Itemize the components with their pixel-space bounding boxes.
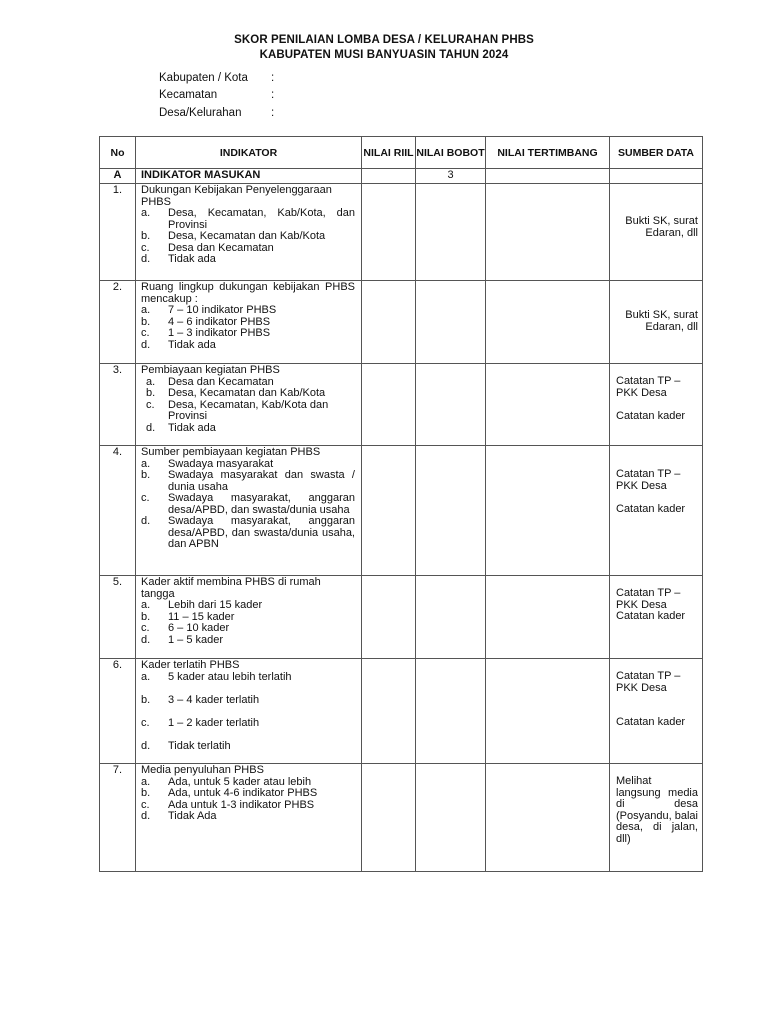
- document-subtitle: KABUPATEN MUSI BANYUASIN TAHUN 2024: [259, 49, 509, 61]
- option-text: Lebih dari 15 kader: [168, 599, 263, 611]
- option-text: Desa, Kecamatan, Kab/Kota, dan Provinsi: [168, 207, 355, 231]
- option-text: 1 – 2 kader terlatih: [168, 716, 260, 729]
- nilai-bobot-cell[interactable]: [416, 184, 486, 281]
- nilai-tertimbang-cell[interactable]: [486, 764, 610, 872]
- row-question: Kader aktif membina PHBS di rumah tangga: [141, 576, 321, 600]
- nilai-riil-cell[interactable]: [362, 446, 416, 576]
- option-letter: d.: [141, 338, 151, 351]
- section-riil-cell: [362, 169, 416, 184]
- option-letter: d.: [141, 515, 151, 527]
- option-text: Tidak ada: [168, 253, 216, 265]
- nilai-tertimbang-cell[interactable]: [486, 576, 610, 659]
- nilai-riil-cell[interactable]: [362, 659, 416, 764]
- option-text: 5 kader atau lebih terlatih: [168, 670, 292, 683]
- header-no: No: [100, 137, 136, 169]
- nilai-tertimbang-cell[interactable]: [486, 364, 610, 446]
- table-row: [100, 576, 703, 659]
- option-text: Ada, untuk 5 kader atau lebih: [168, 775, 312, 788]
- row-no: 1.: [100, 184, 136, 281]
- option-item: [141, 254, 355, 266]
- source-text: Catatan kader: [616, 502, 686, 515]
- option-item: [141, 493, 355, 516]
- option-letter: c.: [141, 327, 150, 339]
- table-row: [100, 764, 703, 872]
- option-letter: a.: [141, 457, 151, 470]
- option-text: Desa, Kecamatan dan Kab/Kota: [168, 230, 326, 242]
- option-text: Swadaya masyarakat, anggaran desa/APBD, dan swasta/dunia usaha: [168, 492, 355, 516]
- option-text: Swadaya masyarakat: [168, 457, 274, 470]
- info-kecamatan: [159, 89, 274, 101]
- option-text: 11 – 15 kader: [168, 610, 235, 623]
- table-row: [100, 184, 703, 281]
- source-text: Catatan TP – PKK Desa: [616, 587, 681, 611]
- option-text: Desa dan Kecamatan: [168, 241, 274, 254]
- table-row: [100, 281, 703, 364]
- nilai-tertimbang-cell[interactable]: [486, 281, 610, 364]
- option-item: [141, 600, 355, 612]
- info-desa: [159, 107, 274, 119]
- row-no: 7.: [100, 764, 136, 872]
- option-text: Tidak terlatih: [168, 739, 231, 752]
- nilai-riil-cell[interactable]: [362, 364, 416, 446]
- row-no: 6.: [100, 659, 136, 764]
- option-item: [141, 718, 355, 730]
- option-item: [141, 231, 355, 243]
- option-letter: c.: [141, 622, 150, 634]
- option-letter: a.: [141, 775, 151, 788]
- option-letter: b.: [141, 315, 151, 328]
- section-source-cell: [610, 169, 703, 184]
- nilai-bobot-cell[interactable]: [416, 446, 486, 576]
- section-label: INDIKATOR MASUKAN: [136, 169, 362, 184]
- row-no: 4.: [100, 446, 136, 576]
- table-header-row: [100, 137, 703, 169]
- option-item: [141, 388, 355, 400]
- option-item: [141, 741, 355, 753]
- row-question: Kader terlatih PHBS: [141, 659, 240, 671]
- option-letter: b.: [141, 787, 151, 799]
- option-letter: d.: [141, 739, 151, 752]
- option-letter: a.: [141, 599, 151, 611]
- info-label: Desa/Kelurahan: [159, 107, 242, 119]
- option-text: Tidak ada: [168, 421, 216, 434]
- nilai-riil-cell[interactable]: [362, 281, 416, 364]
- option-letter: b.: [146, 387, 156, 399]
- info-colon: :: [271, 72, 275, 84]
- option-item: [141, 516, 355, 551]
- table-row: [100, 659, 703, 764]
- option-text: Ada, untuk 4-6 indikator PHBS: [168, 787, 318, 799]
- option-text: Ada untuk 1-3 indikator PHBS: [168, 798, 315, 811]
- row-question: Sumber pembiayaan kegiatan PHBS: [141, 446, 321, 458]
- row-indicator: [136, 281, 362, 364]
- header-sumber-data: SUMBER DATA: [610, 137, 703, 169]
- option-text: Swadaya masyarakat, anggaran desa/APBD, dan swasta/dunia usaha, dan APBN: [168, 515, 355, 550]
- section-bobot: 3: [416, 169, 486, 184]
- source-text: Catatan TP – PKK Desa: [616, 468, 681, 492]
- info-kabupaten: [159, 72, 274, 84]
- option-item: [141, 811, 355, 823]
- option-letter: c.: [141, 492, 150, 504]
- row-question: Dukungan Kebijakan Penyelenggaraan PHBS: [141, 184, 332, 208]
- source-cell: Melihat langsung media di desa (Posyandu, balai desa, di jalan, dll): [610, 764, 703, 872]
- option-item: [141, 208, 355, 231]
- nilai-bobot-cell[interactable]: [416, 576, 486, 659]
- option-item: [141, 672, 355, 684]
- source-text: Catatan kader: [616, 716, 686, 729]
- source-cell: Bukti SK, surat Edaran, dll: [610, 281, 703, 364]
- option-item: [141, 400, 355, 423]
- option-letter: b.: [141, 469, 151, 481]
- nilai-riil-cell[interactable]: [362, 764, 416, 872]
- option-letter: c.: [141, 241, 150, 254]
- source-cell: [610, 576, 703, 659]
- source-cell: [610, 659, 703, 764]
- row-indicator: [136, 659, 362, 764]
- source-cell: [610, 446, 703, 576]
- option-item: [141, 788, 355, 800]
- option-letter: b.: [141, 610, 151, 623]
- row-indicator: [136, 764, 362, 872]
- document-title: SKOR PENILAIAN LOMBA DESA / KELURAHAN PHBS: [234, 34, 534, 46]
- option-item: [141, 623, 355, 635]
- row-no: 3.: [100, 364, 136, 446]
- nilai-riil-cell[interactable]: [362, 576, 416, 659]
- row-question: Media penyuluhan PHBS: [141, 764, 264, 776]
- nilai-bobot-cell[interactable]: [416, 364, 486, 446]
- row-question: Ruang lingkup dukungan kebijakan PHBS mencakup :: [141, 281, 355, 305]
- source-text: Catatan kader: [616, 610, 686, 623]
- option-text: Desa, Kecamatan dan Kab/Kota: [168, 387, 326, 399]
- option-item: [141, 328, 355, 340]
- nilai-tertimbang-cell[interactable]: [486, 184, 610, 281]
- row-question: Pembiayaan kegiatan PHBS: [141, 364, 280, 376]
- row-indicator: [136, 576, 362, 659]
- option-item: [141, 423, 355, 435]
- row-no: 5.: [100, 576, 136, 659]
- option-letter: b.: [141, 230, 151, 242]
- row-no: 2.: [100, 281, 136, 364]
- option-item: [141, 305, 355, 317]
- score-table: [99, 136, 703, 872]
- option-text: Desa, Kecamatan, Kab/Kota dan Provinsi: [168, 398, 329, 422]
- section-row: [100, 169, 703, 184]
- header-nilai-tertimbang: NILAI TERTIMBANG: [486, 137, 610, 169]
- section-tertimbang-cell: [486, 169, 610, 184]
- option-text: Tidak ada: [168, 338, 216, 351]
- option-text: 6 – 10 kader: [168, 622, 230, 634]
- header-nilai-bobot: NILAI BOBOT: [416, 137, 486, 169]
- source-cell: [610, 364, 703, 446]
- option-text: Tidak Ada: [168, 810, 217, 822]
- table-row: [100, 364, 703, 446]
- option-letter: a.: [146, 375, 156, 388]
- header-indikator: INDIKATOR: [136, 137, 362, 169]
- option-letter: c.: [141, 798, 150, 811]
- source-cell: Bukti SK, surat Edaran, dll: [610, 184, 703, 281]
- table-row: [100, 446, 703, 576]
- info-label: Kabupaten / Kota: [159, 72, 248, 84]
- header-nilai-riil: NILAI RIIL: [362, 137, 416, 169]
- row-indicator: [136, 184, 362, 281]
- section-no: A: [100, 169, 136, 184]
- option-text: Swadaya masyarakat dan swasta / dunia usaha: [168, 469, 355, 493]
- option-letter: d.: [141, 633, 151, 646]
- option-letter: d.: [146, 421, 156, 434]
- source-text: Catatan TP – PKK Desa: [616, 375, 681, 399]
- option-text: 3 – 4 kader terlatih: [168, 693, 260, 706]
- option-text: 1 – 5 kader: [168, 633, 224, 646]
- option-text: 7 – 10 indikator PHBS: [168, 304, 277, 316]
- source-text: Catatan kader: [616, 409, 686, 422]
- info-label: Kecamatan: [159, 89, 218, 101]
- option-item: [141, 470, 355, 493]
- source-text: Catatan TP – PKK Desa: [616, 670, 681, 694]
- option-letter: b.: [141, 693, 151, 706]
- option-item: [141, 635, 355, 647]
- row-indicator: [136, 364, 362, 446]
- option-letter: a.: [141, 207, 151, 219]
- option-letter: c.: [146, 398, 155, 411]
- row-indicator: [136, 446, 362, 576]
- nilai-bobot-cell[interactable]: [416, 281, 486, 364]
- option-letter: a.: [141, 670, 151, 683]
- nilai-bobot-cell[interactable]: [416, 764, 486, 872]
- nilai-tertimbang-cell[interactable]: [486, 446, 610, 576]
- option-letter: a.: [141, 304, 151, 316]
- option-text: 1 – 3 indikator PHBS: [168, 327, 271, 339]
- option-text: Desa dan Kecamatan: [168, 375, 274, 388]
- option-text: 4 – 6 indikator PHBS: [168, 315, 271, 328]
- nilai-bobot-cell[interactable]: [416, 659, 486, 764]
- info-colon: :: [271, 89, 275, 101]
- option-letter: c.: [141, 716, 150, 729]
- nilai-riil-cell[interactable]: [362, 184, 416, 281]
- option-item: [141, 695, 355, 707]
- option-item: [141, 340, 355, 352]
- nilai-tertimbang-cell[interactable]: [486, 659, 610, 764]
- option-letter: d.: [141, 253, 151, 265]
- info-colon: :: [271, 107, 275, 119]
- option-letter: d.: [141, 810, 151, 822]
